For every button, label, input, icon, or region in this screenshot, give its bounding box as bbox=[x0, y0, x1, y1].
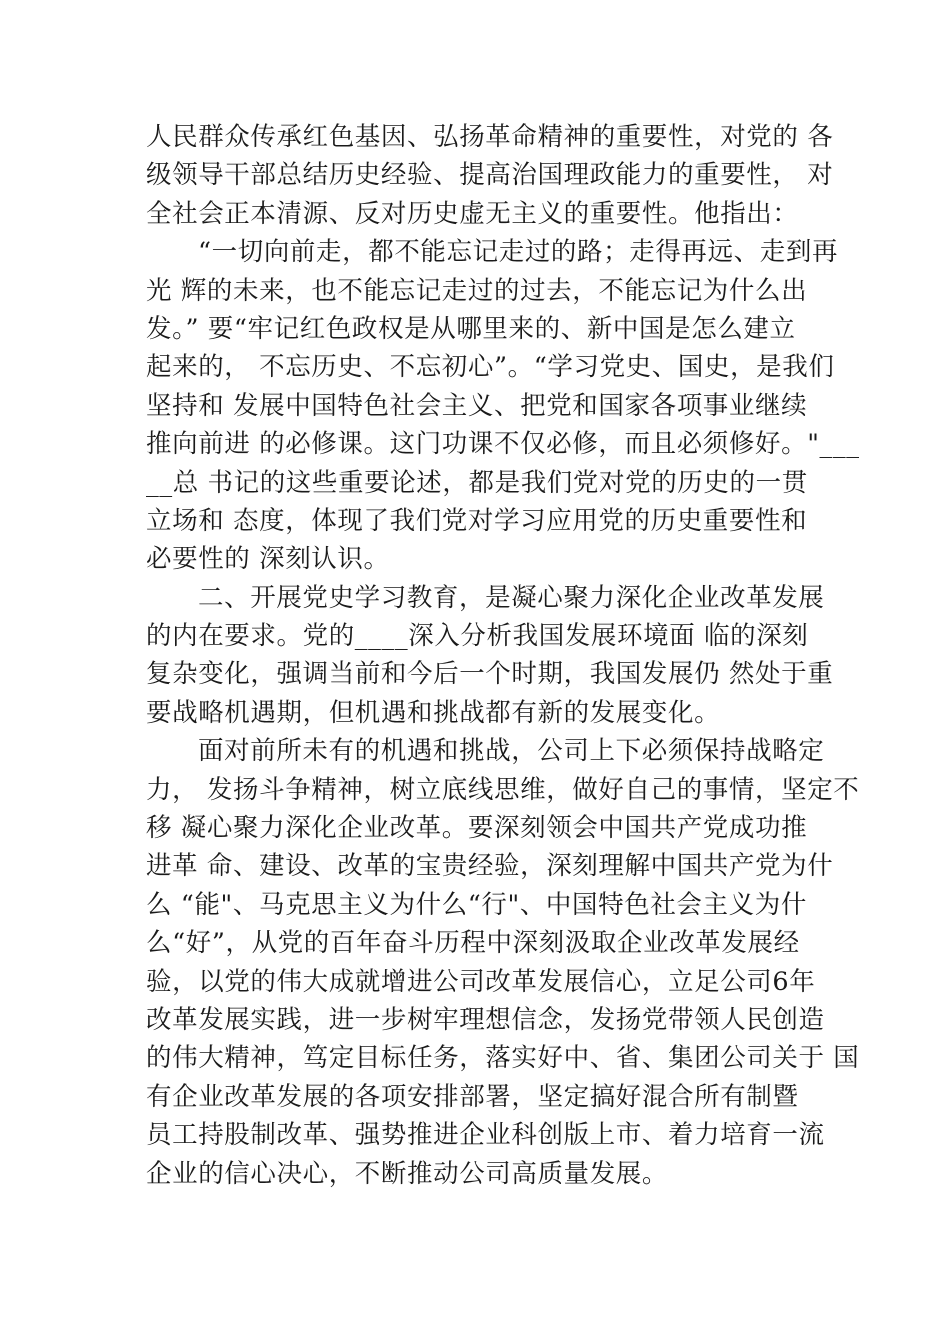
text-line: 起来的， 不忘历史、不忘初心”。“学习党史、国史，是我们 bbox=[146, 352, 835, 383]
text-line: 员工持股制改革、强势推进企业科创版上市、着力培育一流 bbox=[146, 1120, 825, 1151]
text-line: “一切向前走，都不能忘记走过的路；走得再远、走到再 bbox=[198, 237, 839, 268]
document-body bbox=[146, 118, 860, 1193]
text-line: 人民群众传承红色基因、弘扬革命精神的重要性，对党的 各 bbox=[146, 122, 834, 152]
text-line: 面对前所未有的机遇和挑战，公司上下必须保持战略定 bbox=[198, 736, 825, 767]
text-line: 二、开展党史学习教育，是凝心聚力深化企业改革发展 bbox=[198, 582, 825, 613]
paragraph-3 bbox=[146, 579, 834, 733]
text-line: 进革 命、建设、改革的宝贵经验，深刻理解中国共产党为什 bbox=[146, 851, 834, 882]
text-line: 企业的信心决心，不断推动公司高质量发展。 bbox=[146, 1158, 669, 1189]
text-line: 么 “能"、马克思主义为什么“行"、中国特色社会主义为什 bbox=[146, 889, 807, 920]
text-line: 坚持和 发展中国特色社会主义、把党和国家各项事业继续 bbox=[146, 390, 808, 421]
text-line: 改革发展实践，进一步树牢理想信念，发扬党带领人民创造 bbox=[146, 1004, 825, 1035]
text-line: __总 书记的这些重要论述，都是我们党对党的历史的一贯 bbox=[146, 467, 808, 498]
text-line: 发。” 要“牢记红色政权是从哪里来的、新中国是怎么建立 bbox=[146, 313, 796, 344]
text-line: 么“好”，从党的百年奋斗历程中深刻汲取企业改革发展经 bbox=[146, 928, 800, 959]
paragraph-4 bbox=[146, 732, 860, 1193]
paragraph-2 bbox=[146, 233, 860, 579]
text-line: 复杂变化，强调当前和今后一个时期，我国发展仍 然处于重 bbox=[146, 659, 834, 690]
text-line: 力， 发扬斗争精神，树立底线思维，做好自己的事情，坚定不 bbox=[146, 774, 860, 805]
text-line: 推向前进 的必修课。这门功课不仅必修，而且必须修好。"___ bbox=[146, 429, 860, 460]
text-line: 级领导干部总结历史经验、提高治国理政能力的重要性， 对 bbox=[146, 160, 834, 191]
text-line: 全社会正本清源、反对历史虚无主义的重要性。他指出： bbox=[146, 198, 799, 229]
text-line: 有企业改革发展的各项安排部署，坚定搞好混合所有制暨 bbox=[146, 1081, 799, 1112]
text-line: 的伟大精神，笃定目标任务，落实好中、省、集团公司关于 国 bbox=[146, 1043, 860, 1074]
paragraph-1 bbox=[146, 118, 834, 233]
text-line: 要战略机遇期，但机遇和挑战都有新的发展变化。 bbox=[146, 697, 721, 728]
text-line: 的内在要求。党的____深入分析我国发展环境面 临的深刻 bbox=[146, 621, 809, 652]
text-line: 光 辉的未来，也不能忘记走过的过去，不能忘记为什么出 bbox=[146, 275, 808, 306]
text-line: 立场和 态度，体现了我们党对学习应用党的历史重要性和 bbox=[146, 505, 808, 536]
text-line: 验，以党的伟大成就增进公司改革发展信心，立足公司6年 bbox=[146, 966, 816, 997]
text-line: 移 凝心聚力深化企业改革。要深刻领会中国共产党成功推 bbox=[146, 813, 808, 844]
text-line: 必要性的 深刻认识。 bbox=[146, 544, 390, 575]
